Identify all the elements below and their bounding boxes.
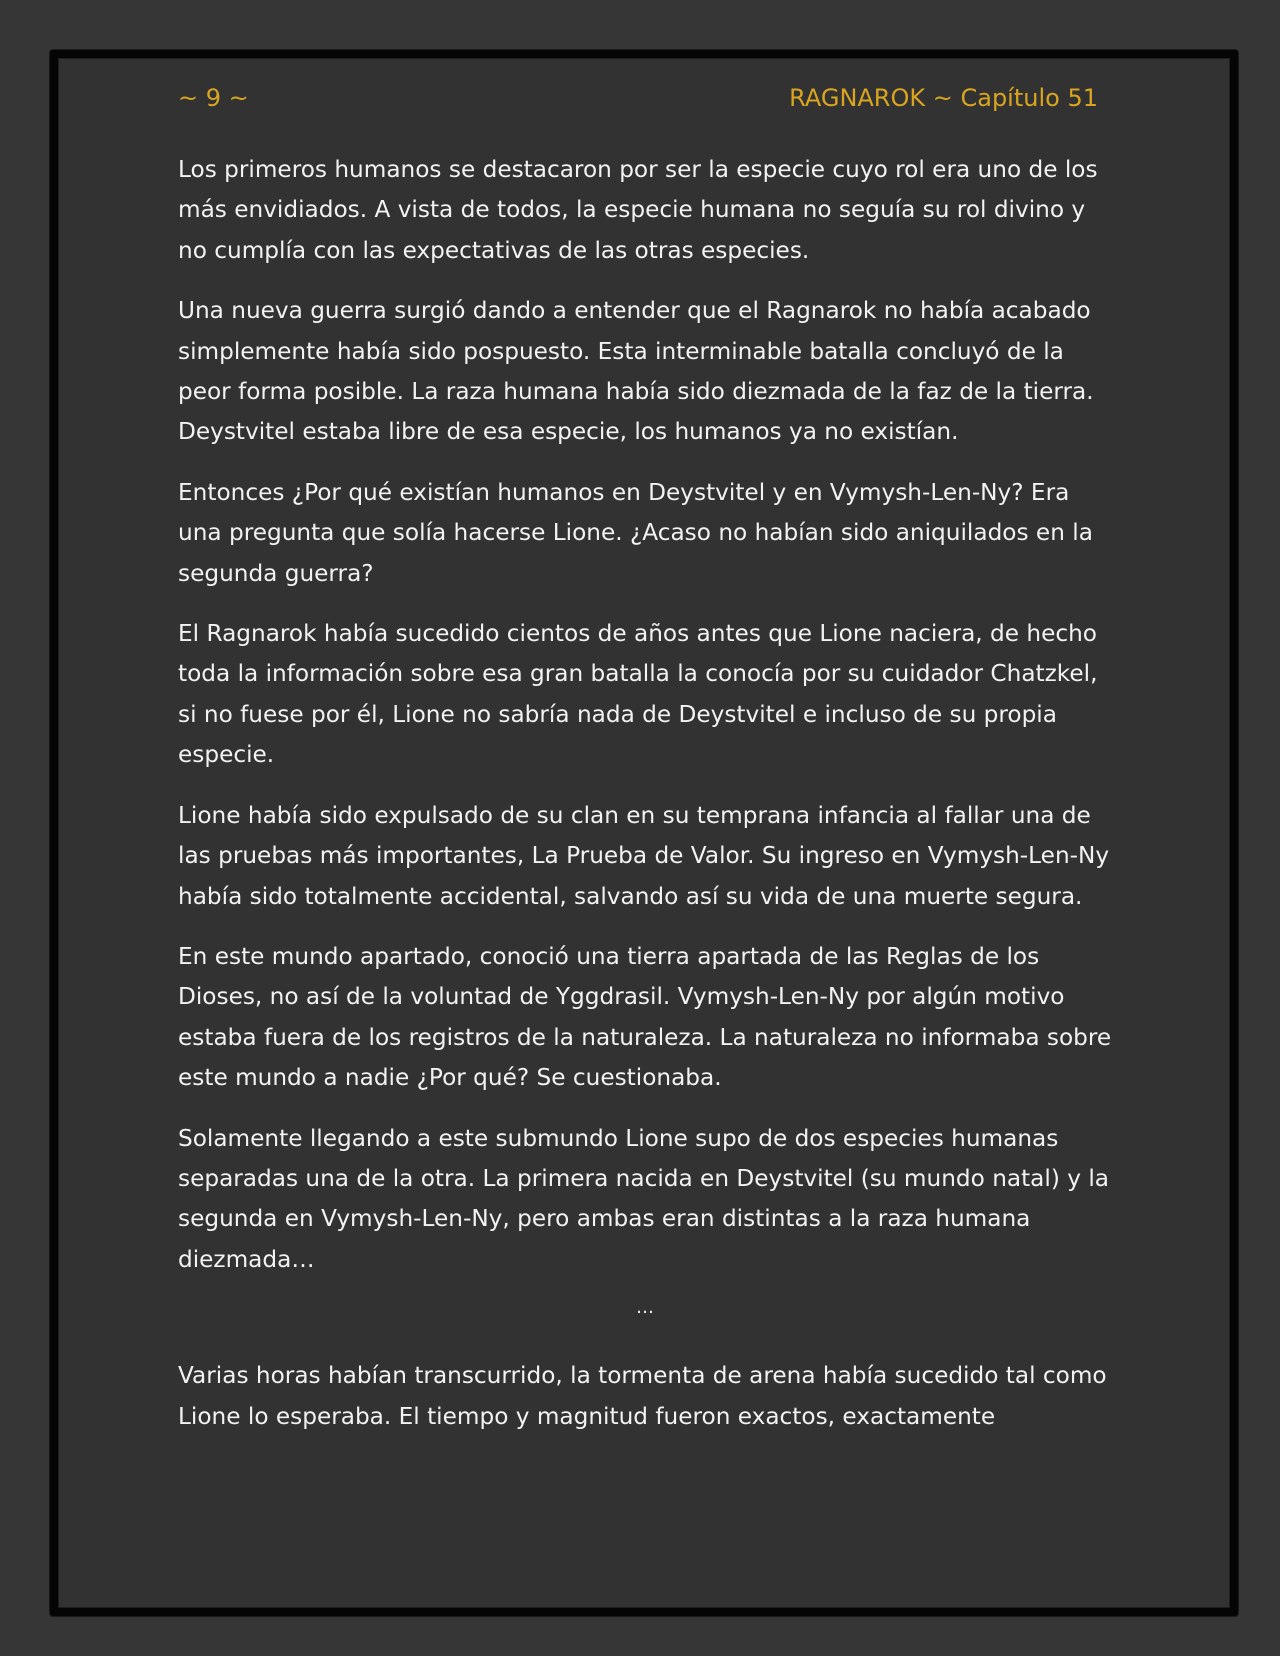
paragraph: En este mundo apartado, conoció una tierra apartada de las Reglas de los Dioses, no así de la voluntad de Yggdrasil. Vymysh-Len-Ny por algún motivo estaba fuera de los registros de la naturaleza. La naturaleza no informaba sobre este mundo a nadie ¿Por qué? Se cuestionaba. [178,942,1112,1092]
page-body [178,150,1112,1457]
paragraph: Lione había sido expulsado de su clan en su temprana infancia al fallar una de las pruebas más importantes, La Prueba de Valor. Su ingreso en Vymysh-Len-Ny había sido totalmente accidental, salvando así su vida de una muerte segura. [178,801,1110,910]
scene-separator: … [636,1297,654,1319]
page-header [178,78,1098,118]
page-frame [50,50,1238,1616]
paragraph: Los primeros humanos se destacaron por ser la especie cuyo rol era uno de los más envidiados. A vista de todos, la especie humana no seguía su rol divino y no cumplía con las expectativas de las otras especies. [178,156,1098,264]
paragraph: Entonces ¿Por qué existían humanos en Deystvitel y en Vymysh-Len-Ny? Era una pregunta que solía hacerse Lione. ¿Acaso no habían sido aniquilados en la segunda guerra? [178,478,1093,587]
paragraph: Una nueva guerra surgió dando a entender que el Ragnarok no había acabado simplemente había sido pospuesto. Esta interminable batalla concluyó de la peor forma posible. La raza humana había sido diezmada de la faz de la tierra. Deystvitel estaba libre de esa especie, los humanos ya no existían. [178,297,1094,446]
paragraph: El Ragnarok había sucedido cientos de años antes que Lione naciera, de hecho toda la información sobre esa gran batalla la conocía por su cuidador Chatzkel, si no fuese por él, Lione no sabría nada de Deystvitel e incluso de su propia especie. [178,620,1098,769]
paragraph: Varias horas habían transcurrido, la tormenta de arena había sucedido tal como Lione lo esperaba. El tiempo y magnitud fueron exactos, exactamente [178,1362,1107,1430]
chapter-title: RAGNAROK ~ Capítulo 51 [789,84,1098,112]
paragraph: Solamente llegando a este submundo Lione supo de dos especies humanas separadas una de la otra. La primera nacida en Deystvitel (su mundo natal) y la segunda en Vymysh-Len-Ny, pero ambas eran distintas a la raza humana diezmada… [178,1124,1109,1273]
page-number: ~ 9 ~ [178,84,249,112]
